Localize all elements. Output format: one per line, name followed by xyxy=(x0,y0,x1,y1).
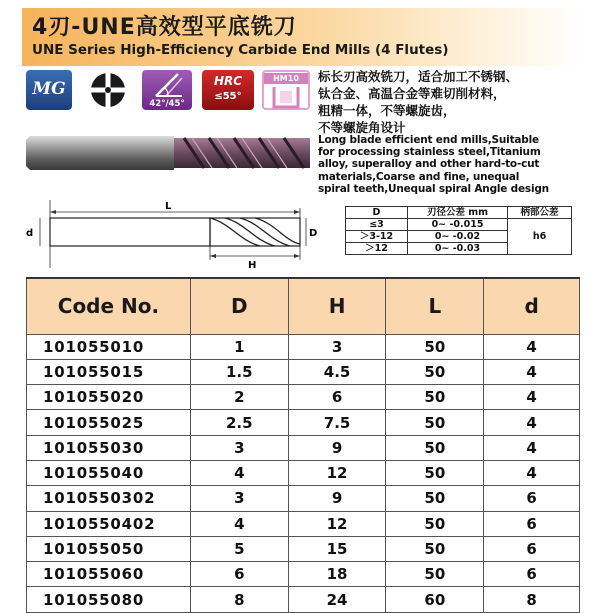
cell-code-no: 1010550302 xyxy=(27,486,191,511)
desc-en-line: spiral teeth,Unequal spiral Angle design xyxy=(318,182,549,195)
spec-table-body xyxy=(27,334,580,612)
cell-code-no: 101055050 xyxy=(27,536,191,561)
cell-code-no: 101055015 xyxy=(27,359,191,384)
title-banner xyxy=(22,8,582,66)
cell-code-no: 101055030 xyxy=(27,435,191,460)
table-row xyxy=(27,587,580,612)
cell-H: 6 xyxy=(288,385,386,410)
hm10-label: HM10 xyxy=(264,73,308,84)
carbide-rod-icon xyxy=(264,83,308,109)
cell-L: 50 xyxy=(386,460,484,485)
cell-D: 3 xyxy=(190,486,288,511)
cell-d: 4 xyxy=(484,334,580,359)
tol-header-d: D xyxy=(346,207,408,219)
header-L: L xyxy=(386,278,484,334)
cell-L: 50 xyxy=(386,385,484,410)
desc-zh-line: 钛合金、高温合金等难切削材料， xyxy=(318,86,506,101)
desc-en-line: materials,Coarse and fine, unequal xyxy=(318,170,520,183)
cell-D: 4 xyxy=(190,460,288,485)
table-row xyxy=(27,334,580,359)
cell-d: 6 xyxy=(484,562,580,587)
cell-D: 2.5 xyxy=(190,410,288,435)
cell-d: 6 xyxy=(484,486,580,511)
desc-zh-line: 粗精一体，不等螺旋齿， xyxy=(318,103,456,118)
tol-value: 0~ -0.015 xyxy=(408,219,508,231)
helix-angle-value: 42°/45° xyxy=(149,99,185,109)
cell-L: 50 xyxy=(386,334,484,359)
cell-d: 4 xyxy=(484,410,580,435)
cell-L: 50 xyxy=(386,562,484,587)
cell-code-no: 101055080 xyxy=(27,587,191,612)
cell-code-no: 101055060 xyxy=(27,562,191,587)
desc-en-line: alloy, superalloy and other hard-to-cut xyxy=(318,158,540,171)
cell-d: 4 xyxy=(484,385,580,410)
desc-zh-line: 标长刃高效铣刀，适合加工不锈钢、 xyxy=(318,69,519,84)
cell-d: 6 xyxy=(484,511,580,536)
cell-d: 4 xyxy=(484,460,580,485)
title-english: UNE Series High-Efficiency Carbide End Mills (4 Flutes) xyxy=(32,42,449,58)
description-chinese xyxy=(318,68,593,136)
cell-code-no: 101055020 xyxy=(27,385,191,410)
dim-label-H: H xyxy=(248,260,257,270)
table-row xyxy=(27,435,580,460)
mg-grade-badge xyxy=(26,70,72,110)
table-row xyxy=(27,511,580,536)
hrc-badge xyxy=(202,70,254,110)
end-mill-product-image xyxy=(24,126,314,182)
spec-table-header-row xyxy=(27,278,580,334)
cell-H: 4.5 xyxy=(288,359,386,384)
cell-H: 12 xyxy=(288,460,386,485)
table-row xyxy=(27,486,580,511)
tol-shank-value: h6 xyxy=(508,219,572,255)
cell-H: 3 xyxy=(288,334,386,359)
cell-L: 50 xyxy=(386,410,484,435)
mg-badge-label: MG xyxy=(32,79,66,99)
tolerance-table xyxy=(345,206,572,255)
hrc-value: ≤55° xyxy=(214,91,242,102)
hrc-label: HRC xyxy=(213,74,243,88)
cell-D: 1.5 xyxy=(190,359,288,384)
dim-label-d: d xyxy=(26,228,34,239)
header-code-no: Code No. xyxy=(27,278,191,334)
cell-L: 50 xyxy=(386,435,484,460)
cell-H: 9 xyxy=(288,486,386,511)
table-row xyxy=(27,562,580,587)
cell-code-no: 101055040 xyxy=(27,460,191,485)
helix-angle-icon xyxy=(142,70,192,100)
four-flute-icon xyxy=(84,70,132,110)
helix-angle-badge xyxy=(142,70,192,110)
cell-H: 9 xyxy=(288,435,386,460)
dim-label-D: D xyxy=(309,228,318,239)
cell-d: 4 xyxy=(484,435,580,460)
cell-L: 50 xyxy=(386,359,484,384)
cell-D: 2 xyxy=(190,385,288,410)
cell-D: 5 xyxy=(190,536,288,561)
cell-code-no: 101055025 xyxy=(27,410,191,435)
header-D: D xyxy=(190,278,288,334)
tol-range: ＞3-12 xyxy=(346,231,408,243)
tol-range: ＞12 xyxy=(346,243,408,255)
cell-D: 4 xyxy=(190,511,288,536)
title-chinese: 4刃-UNE高效型平底铣刀 xyxy=(32,15,297,40)
header-d: d xyxy=(484,278,580,334)
desc-en-line: for processing stainless steel,Titanium xyxy=(318,146,541,159)
cell-L: 50 xyxy=(386,511,484,536)
cell-H: 15 xyxy=(288,536,386,561)
cell-L: 60 xyxy=(386,587,484,612)
cell-L: 50 xyxy=(386,536,484,561)
desc-en-line: Long blade efficient end mills,Suitable xyxy=(318,134,539,146)
table-row xyxy=(27,359,580,384)
cell-H: 12 xyxy=(288,511,386,536)
cell-code-no: 101055010 xyxy=(27,334,191,359)
hm10-material-badge xyxy=(262,70,310,110)
dimension-drawing xyxy=(20,198,330,270)
cell-L: 50 xyxy=(386,486,484,511)
cell-code-no: 1010550402 xyxy=(27,511,191,536)
table-row xyxy=(27,460,580,485)
cell-D: 8 xyxy=(190,587,288,612)
desc-zh-line: 不等螺旋角设计 xyxy=(318,120,406,135)
cell-D: 6 xyxy=(190,562,288,587)
cell-H: 18 xyxy=(288,562,386,587)
cell-D: 1 xyxy=(190,334,288,359)
tol-value: 0~ -0.03 xyxy=(408,243,508,255)
spec-table xyxy=(26,277,580,613)
cell-H: 7.5 xyxy=(288,410,386,435)
cell-d: 6 xyxy=(484,536,580,561)
description-english xyxy=(318,134,598,195)
table-row xyxy=(27,385,580,410)
cell-d: 4 xyxy=(484,359,580,384)
cell-d: 8 xyxy=(484,587,580,612)
cell-D: 3 xyxy=(190,435,288,460)
header-H: H xyxy=(288,278,386,334)
tol-range: ≤3 xyxy=(346,219,408,231)
tol-value: 0~ -0.02 xyxy=(408,231,508,243)
tol-header-shank: 柄部公差 xyxy=(508,207,572,219)
tol-header-diameter: 刃径公差 mm xyxy=(408,207,508,219)
cell-H: 24 xyxy=(288,587,386,612)
table-row xyxy=(27,410,580,435)
dim-label-L: L xyxy=(165,201,172,212)
table-row xyxy=(27,536,580,561)
